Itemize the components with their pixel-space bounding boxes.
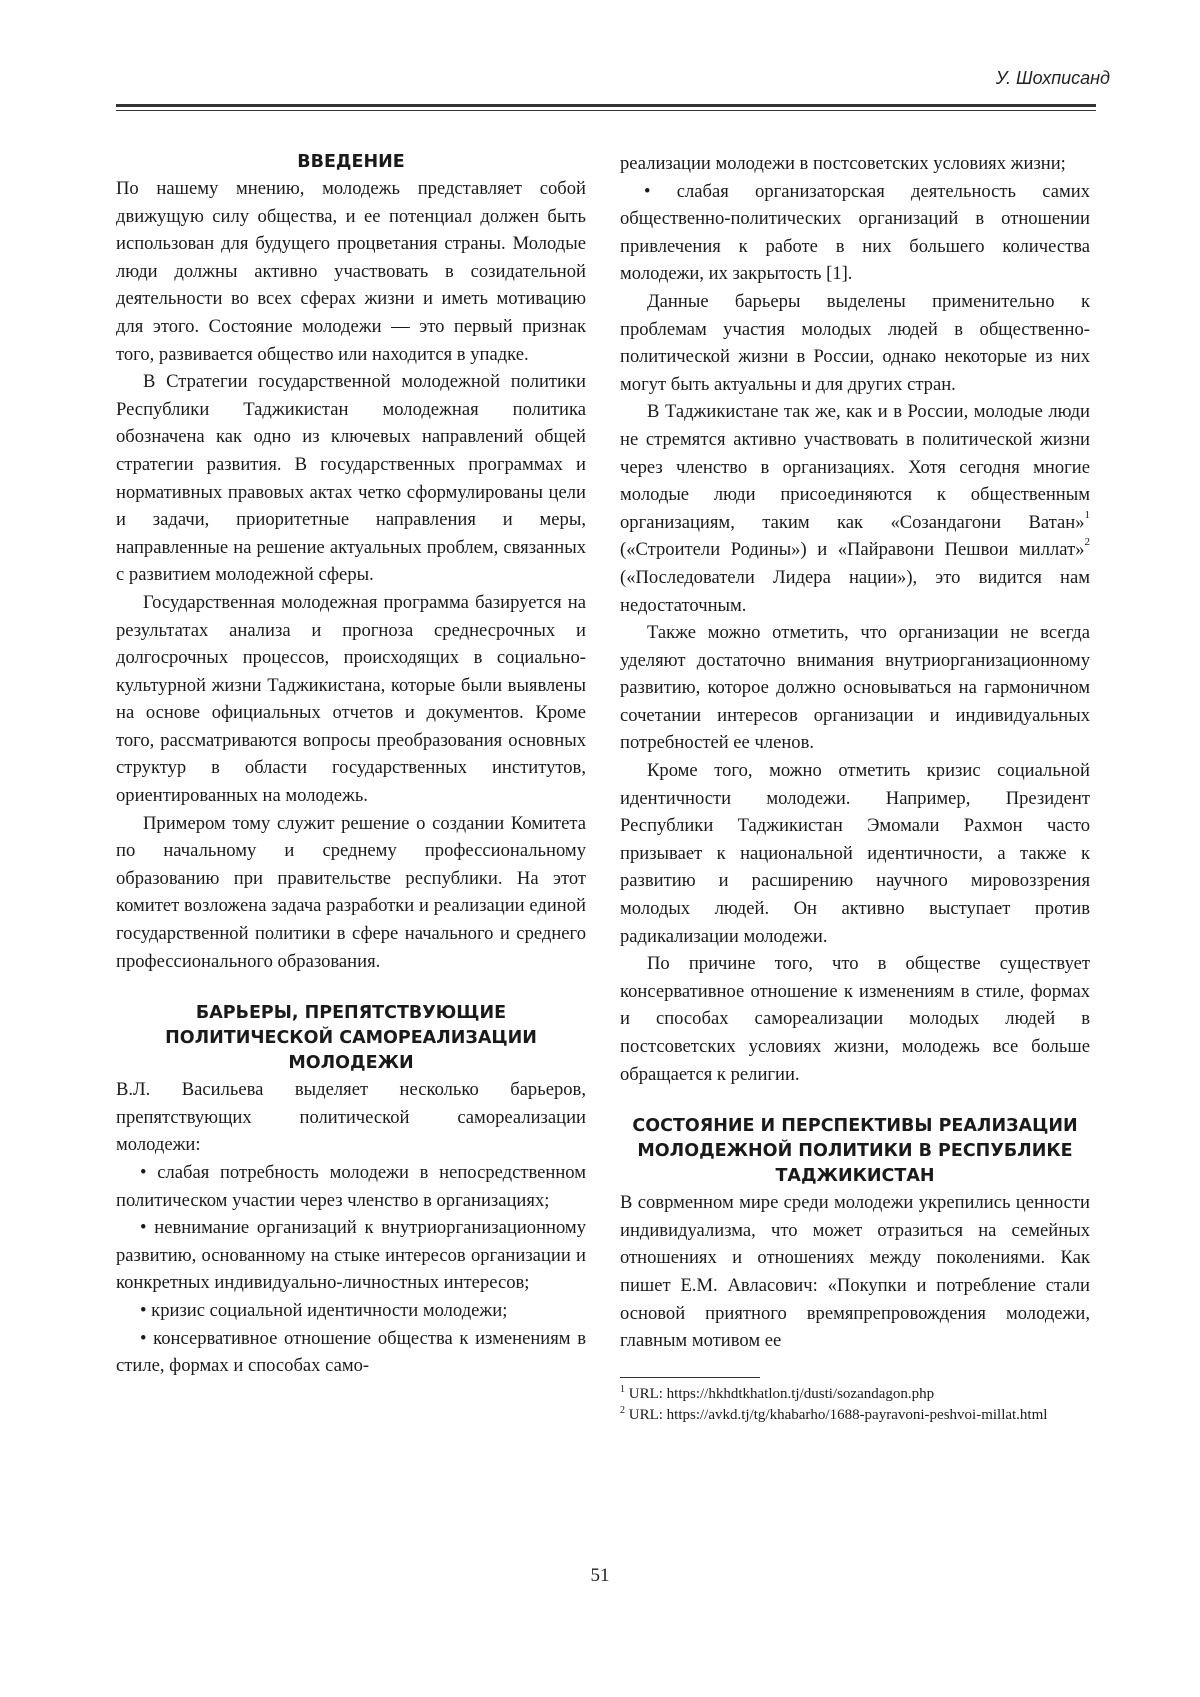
right-column (620, 150, 1090, 1426)
footnote-url[interactable]: URL: https://hkhdtkhatlon.tj/dusti/sozandagon.php (625, 1385, 935, 1402)
header-rule-thick (116, 104, 1096, 107)
running-head-author: У. Шохписанд (995, 68, 1110, 88)
header-rule-thin (116, 110, 1096, 111)
bullet-item: • кризис социальной идентичности молодежи; (140, 1299, 508, 1321)
paragraph: По причине того, что в обществе существует консервативное отношение к изменениям в стиле, формах и способах самореализации молодых людей в постсоветских условиях жизни, молодежь все больше обращается к религии. (620, 953, 1090, 1085)
footnote-ref-1[interactable]: 1 (1084, 508, 1090, 521)
bullet-item: • слабая потребность молодежи в непосредственном политическом участии через членство в организациях; (116, 1162, 586, 1211)
footnote-ref-2[interactable]: 2 (1084, 536, 1090, 549)
paragraph: Данные барьеры выделены применительно к проблемам участия молодых людей в общественно-политической жизни в России, однако некоторые из них могут быть актуальны и для других стран. (620, 290, 1090, 395)
paragraph-text: В Таджикистане так же, как и в России, молодые люди не стремятся активно участвовать в политической жизни через членство в организациях. Хотя сегодня многие молодые люди присоединяются к общественным организациям, таким как «Созандагони Ватан» (620, 401, 1090, 533)
paragraph: По нашему мнению, молодежь представляет собой движущую силу общества, и ее потенциал должен быть использован для будущего процветания страны. Молодые люди должны активно участвовать в созидательной деятельности во всех сферах жизни и иметь мотивацию для этого. Состояние молодежи — это первый признак того, развивается общество или находится в упадке. (116, 178, 586, 365)
paragraph-with-footnotes (620, 398, 1090, 619)
paragraph-text: («Строители Родины») и «Пайравони Пешвои миллат» (620, 539, 1085, 561)
paragraph-continuation: реализации молодежи в постсоветских условиях жизни; (620, 153, 1066, 174)
paragraph: Примером тому служит решение о создании Комитета по начальному и среднему профессиональному образованию при правительстве республики. На этот комитет возложена задача разработки и реализации единой государственной политики в сфере начального и среднего профессионального образования. (116, 812, 586, 972)
left-column (116, 150, 586, 1380)
paragraph: В.Л. Васильева выделяет несколько барьеров, препятствующих политической самореализации молодежи: (116, 1079, 586, 1156)
paragraph-text: («Последователи Лидера нации»), это видится нам недостаточным. (620, 566, 1090, 616)
paragraph: В Стратегии государственной молодежной политики Республики Таджикистан молодежная политика обозначена как одно из ключевых направлений общей стратегии развития. В государственных программах и нормативных правовых актах четко сформулированы цели и задачи, приоритетные направления и меры, направленные на решение актуальных проблем, связанных с развитием молодежной сферы. (116, 371, 586, 586)
footnote-number: 2 (620, 1404, 625, 1416)
bullet-item: • слабая организаторская деятельность самих общественно-политических организаций в отношении привлечения к работе в них большего количества молодежи, их закрытость [1]. (620, 180, 1090, 285)
heading-state-perspectives: СОСТОЯНИЕ И ПЕРСПЕКТИВЫ РЕАЛИЗАЦИИ МОЛОДЕЖНОЙ ПОЛИТИКИ В РЕСПУБЛИКЕ ТАДЖИКИСТАН (632, 1116, 1078, 1187)
footnote-url[interactable]: URL: https://avkd.tj/tg/khabarho/1688-payravoni-peshvoi-millat.html (625, 1406, 1048, 1423)
footnote-1 (620, 1384, 1090, 1405)
bullet-item: • невнимание организаций к внутриорганизационному развитию, основанному на стыке интересов организации и конкретных индивидуально-личностных интересов; (116, 1217, 586, 1294)
paragraph: В соврменном мире среди молодежи укрепились ценности индивидуализма, что может отразиться на семейных отношениях и отношениях между поколениями. Как пишет Е.М. Авласович: «Покупки и потребление стали основой приятного времяпрепровождения молодежи, главным мотивом ее (620, 1192, 1090, 1352)
heading-introduction: ВВЕДЕНИЕ (297, 152, 405, 172)
paragraph: Кроме того, можно отметить кризис социальной идентичности молодежи. Например, Президент Республики Таджикистан Эмомали Рахмон часто призывает к национальной идентичности, а также к развитию и расширению научного мировоззрения молодых людей. Он активно выступает против радикализации молодежи. (620, 760, 1090, 947)
footnote-divider (620, 1377, 760, 1378)
bullet-item: • консервативное отношение общества к изменениям в стиле, формах и способах само- (116, 1327, 586, 1377)
footnote-2 (620, 1405, 1090, 1426)
footnote-number: 1 (620, 1383, 625, 1395)
paragraph: Государственная молодежная программа базируется на результатах анализа и прогноза среднесрочных и долгосрочных процессов, происходящих в социально-культурной жизни Таджикистана, которые были выявлены на основе официальных отчетов и документов. Кроме того, рассматриваются вопросы преобразования основных структур в области государственных институтов, ориентированных на молодежь. (116, 591, 586, 807)
page-number: 51 (590, 1565, 610, 1586)
paragraph: Также можно отметить, что организации не всегда уделяют достаточно внимания внутриорганизационному развитию, которое должно основываться на гармоничном сочетании интересов организации и индивидуальных потребностей ее членов. (620, 622, 1090, 754)
heading-barriers: БАРЬЕРЫ, ПРЕПЯТСТВУЮЩИЕ ПОЛИТИЧЕСКОЙ САМОРЕАЛИЗАЦИИ МОЛОДЕЖИ (165, 1003, 537, 1074)
